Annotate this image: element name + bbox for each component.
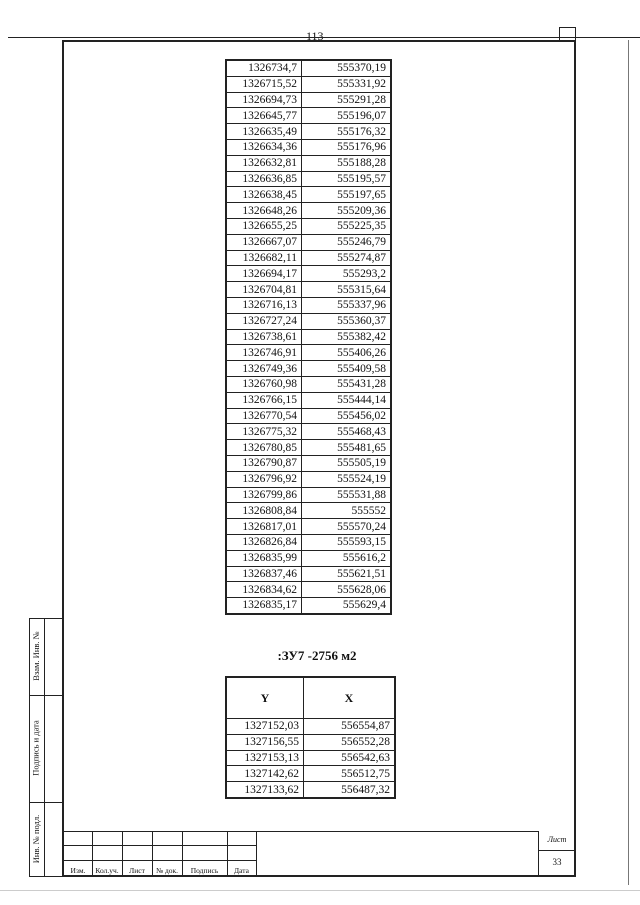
cell-y: 1326766,15 bbox=[227, 392, 302, 408]
cell-x: 555370,19 bbox=[302, 61, 391, 77]
cell-x: 555293,2 bbox=[302, 266, 391, 282]
cell-x: 555616,2 bbox=[302, 550, 391, 566]
side-label-inv: Инв. № подл. bbox=[31, 814, 41, 864]
cell-x: 555291,28 bbox=[302, 92, 391, 108]
cell-x: 556487,32 bbox=[304, 782, 395, 798]
table-row bbox=[227, 76, 391, 92]
top-rule bbox=[8, 37, 640, 38]
cell-x: 555456,02 bbox=[302, 408, 391, 424]
cell-x: 555274,87 bbox=[302, 250, 391, 266]
bottom-edge-rule bbox=[0, 890, 640, 891]
cell-y: 1326835,17 bbox=[227, 598, 302, 614]
cell-x: 555444,14 bbox=[302, 392, 391, 408]
table-row bbox=[227, 234, 391, 250]
cell-x: 556552,28 bbox=[304, 734, 395, 750]
table-row bbox=[227, 187, 391, 203]
cell-x: 556512,75 bbox=[304, 766, 395, 782]
stamp-label-izm: Изм. bbox=[70, 866, 86, 875]
cell-y: 1326749,36 bbox=[227, 361, 302, 377]
title-stamp bbox=[64, 831, 574, 875]
table-row bbox=[227, 345, 391, 361]
table-row bbox=[227, 503, 391, 519]
cell-y: 1326694,17 bbox=[227, 266, 302, 282]
cell-y: 1326837,46 bbox=[227, 566, 302, 582]
section-title-zu7: :ЗУ7 -2756 м2 bbox=[277, 648, 357, 663]
table-row bbox=[227, 92, 391, 108]
cell-y: 1326635,49 bbox=[227, 124, 302, 140]
sheet-box bbox=[538, 831, 574, 875]
cell-x: 555468,43 bbox=[302, 424, 391, 440]
cell-y: 1327133,62 bbox=[227, 782, 304, 798]
cell-x: 555196,07 bbox=[302, 108, 391, 124]
table-row bbox=[227, 534, 391, 550]
table-row bbox=[227, 108, 391, 124]
table-row bbox=[227, 750, 395, 766]
cell-x: 555621,51 bbox=[302, 566, 391, 582]
cell-x: 555552 bbox=[302, 503, 391, 519]
cell-y: 1326738,61 bbox=[227, 329, 302, 345]
coordinates-table-main bbox=[226, 60, 391, 614]
cell-x: 555188,28 bbox=[302, 155, 391, 171]
cell-x: 555209,36 bbox=[302, 203, 391, 219]
cell-x: 555629,4 bbox=[302, 598, 391, 614]
cell-x: 555337,96 bbox=[302, 297, 391, 313]
cell-x: 555360,37 bbox=[302, 313, 391, 329]
cell-x: 555524,19 bbox=[302, 471, 391, 487]
cell-y: 1326727,24 bbox=[227, 313, 302, 329]
table-header-row bbox=[227, 678, 395, 719]
table-row bbox=[227, 408, 391, 424]
cell-y: 1326808,84 bbox=[227, 503, 302, 519]
table-row bbox=[227, 734, 395, 750]
cell-y: 1327142,62 bbox=[227, 766, 304, 782]
table-row bbox=[227, 424, 391, 440]
cell-y: 1326645,77 bbox=[227, 108, 302, 124]
cell-x: 555331,92 bbox=[302, 76, 391, 92]
cell-x: 555382,42 bbox=[302, 329, 391, 345]
table-row bbox=[227, 566, 391, 582]
cell-y: 1326667,07 bbox=[227, 234, 302, 250]
stamp-label-kol: Кол.уч. bbox=[95, 866, 119, 875]
cell-y: 1326716,13 bbox=[227, 297, 302, 313]
table-row bbox=[227, 519, 391, 535]
cell-x: 555197,65 bbox=[302, 187, 391, 203]
table-row bbox=[227, 582, 391, 598]
header-x: X bbox=[304, 678, 395, 719]
table-row bbox=[227, 440, 391, 456]
cell-x: 555628,06 bbox=[302, 582, 391, 598]
cell-y: 1326734,7 bbox=[227, 61, 302, 77]
table-row bbox=[227, 719, 395, 735]
cell-x: 555176,96 bbox=[302, 139, 391, 155]
cell-y: 1326817,01 bbox=[227, 519, 302, 535]
sheet-label: Лист bbox=[547, 835, 567, 844]
table-row bbox=[227, 61, 391, 77]
cell-y: 1326636,85 bbox=[227, 171, 302, 187]
cell-y: 1327156,55 bbox=[227, 734, 304, 750]
stamp-label-list: Лист bbox=[129, 866, 145, 875]
cell-x: 556554,87 bbox=[304, 719, 395, 735]
cell-y: 1326632,81 bbox=[227, 155, 302, 171]
cell-y: 1327153,13 bbox=[227, 750, 304, 766]
cell-y: 1327152,03 bbox=[227, 719, 304, 735]
cell-y: 1326746,91 bbox=[227, 345, 302, 361]
cell-x: 555505,19 bbox=[302, 455, 391, 471]
cell-y: 1326638,45 bbox=[227, 187, 302, 203]
stamp-label-data: Дата bbox=[234, 866, 249, 875]
table-row bbox=[227, 361, 391, 377]
cell-y: 1326655,25 bbox=[227, 218, 302, 234]
cell-x: 555225,35 bbox=[302, 218, 391, 234]
cell-y: 1326634,36 bbox=[227, 139, 302, 155]
frame-notch bbox=[559, 27, 576, 40]
stamp-label-podpis: Подпись bbox=[190, 866, 219, 875]
cell-x: 555315,64 bbox=[302, 282, 391, 298]
cell-x: 555481,65 bbox=[302, 440, 391, 456]
table-row bbox=[227, 392, 391, 408]
table-row bbox=[227, 250, 391, 266]
cell-y: 1326775,32 bbox=[227, 424, 302, 440]
table-row bbox=[227, 297, 391, 313]
cell-x: 556542,63 bbox=[304, 750, 395, 766]
stamp-label-doc: № док. bbox=[155, 866, 179, 875]
side-label-vzam: Взам. Инв. № bbox=[31, 631, 41, 681]
cell-x: 555409,58 bbox=[302, 361, 391, 377]
coordinates-table-zu7 bbox=[226, 677, 395, 798]
table-row bbox=[227, 455, 391, 471]
table-row bbox=[227, 766, 395, 782]
cell-y: 1326799,86 bbox=[227, 487, 302, 503]
table-row bbox=[227, 471, 391, 487]
cell-y: 1326780,85 bbox=[227, 440, 302, 456]
table-row bbox=[227, 218, 391, 234]
table-row bbox=[227, 155, 391, 171]
cell-x: 555593,15 bbox=[302, 534, 391, 550]
table-row bbox=[227, 282, 391, 298]
table-row bbox=[227, 124, 391, 140]
cell-x: 555406,26 bbox=[302, 345, 391, 361]
side-label-podpis: Подпись и дата bbox=[31, 719, 42, 776]
table-row bbox=[227, 782, 395, 798]
cell-x: 555431,28 bbox=[302, 376, 391, 392]
table-row bbox=[227, 376, 391, 392]
table-row bbox=[227, 598, 391, 614]
cell-y: 1326760,98 bbox=[227, 376, 302, 392]
cell-x: 555570,24 bbox=[302, 519, 391, 535]
cell-x: 555531,88 bbox=[302, 487, 391, 503]
table-row bbox=[227, 550, 391, 566]
cell-y: 1326835,99 bbox=[227, 550, 302, 566]
cell-x: 555246,79 bbox=[302, 234, 391, 250]
cell-x: 555176,32 bbox=[302, 124, 391, 140]
page-number: 113 bbox=[306, 29, 324, 43]
header-y: Y bbox=[227, 678, 304, 719]
cell-y: 1326834,62 bbox=[227, 582, 302, 598]
table-row bbox=[227, 329, 391, 345]
cell-y: 1326715,52 bbox=[227, 76, 302, 92]
table-row bbox=[227, 266, 391, 282]
cell-y: 1326704,81 bbox=[227, 282, 302, 298]
cell-y: 1326826,84 bbox=[227, 534, 302, 550]
cell-y: 1326694,73 bbox=[227, 92, 302, 108]
right-edge-rule bbox=[628, 40, 629, 885]
table-row bbox=[227, 203, 391, 219]
cell-y: 1326790,87 bbox=[227, 455, 302, 471]
cell-x: 555195,57 bbox=[302, 171, 391, 187]
table-row bbox=[227, 313, 391, 329]
cell-y: 1326796,92 bbox=[227, 471, 302, 487]
table-row bbox=[227, 139, 391, 155]
table-row bbox=[227, 487, 391, 503]
cell-y: 1326770,54 bbox=[227, 408, 302, 424]
sheet-number: 33 bbox=[552, 857, 562, 867]
table-row bbox=[227, 171, 391, 187]
cell-y: 1326648,26 bbox=[227, 203, 302, 219]
cell-y: 1326682,11 bbox=[227, 250, 302, 266]
